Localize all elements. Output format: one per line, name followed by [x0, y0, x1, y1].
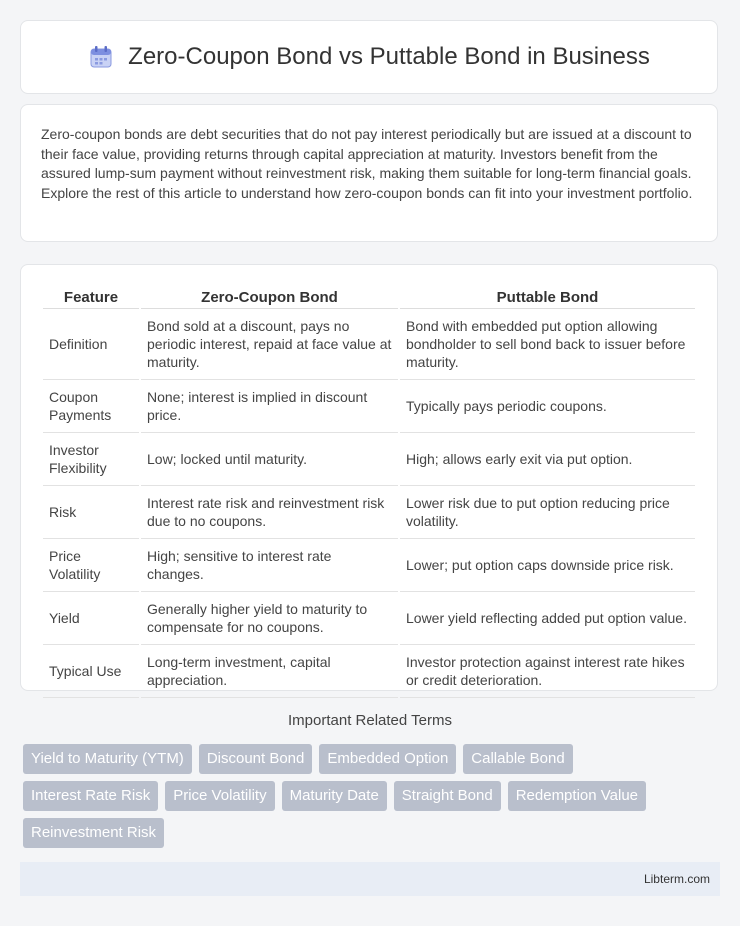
row-feature: Yield: [43, 592, 139, 645]
row-zero-coupon: Bond sold at a discount, pays no periodic interest, repaid at face value at maturity.: [141, 309, 398, 380]
table-row: [43, 486, 695, 539]
table-row: [43, 309, 695, 380]
row-puttable: Investor protection against interest rate hikes or credit deterioration.: [400, 645, 695, 698]
page-title-row: [88, 43, 650, 71]
term-tag[interactable]: Discount Bond: [199, 744, 313, 774]
term-tag[interactable]: Redemption Value: [508, 781, 646, 811]
row-feature: Price Volatility: [43, 539, 139, 592]
row-feature: Definition: [43, 309, 139, 380]
row-zero-coupon: Interest rate risk and reinvestment risk due to no coupons.: [141, 486, 398, 539]
row-feature: Coupon Payments: [43, 380, 139, 433]
term-tag[interactable]: Straight Bond: [394, 781, 501, 811]
table-row: [43, 433, 695, 486]
term-tag[interactable]: Callable Bond: [463, 744, 572, 774]
row-zero-coupon: Long-term investment, capital appreciation.: [141, 645, 398, 698]
term-tag[interactable]: Reinvestment Risk: [23, 818, 164, 848]
table-row: [43, 592, 695, 645]
intro-text: Zero-coupon bonds are debt securities that do not pay interest periodically but are issued at a discount to their face value, providing returns through capital appreciation at maturity. Investors benefit from the assured lump-sum payment without reinvestment risk, making them suitable for long-term financial goals. Explore the rest of this article to understand how zero-coupon bonds can fit into your investment portfolio.: [41, 126, 693, 201]
related-terms-list: [23, 744, 703, 848]
table-header-row: [43, 285, 695, 309]
row-puttable: Lower; put option caps downside price risk.: [400, 539, 695, 592]
row-puttable: Lower yield reflecting added put option value.: [400, 592, 695, 645]
footer-link[interactable]: Libterm.com: [643, 872, 710, 886]
row-puttable: High; allows early exit via put option.: [400, 433, 695, 486]
header-feature: Feature: [43, 285, 139, 309]
row-zero-coupon: High; sensitive to interest rate changes.: [141, 539, 398, 592]
term-tag[interactable]: Interest Rate Risk: [23, 781, 158, 811]
row-zero-coupon: Low; locked until maturity.: [141, 433, 398, 486]
row-zero-coupon: None; interest is implied in discount price.: [141, 380, 398, 433]
row-zero-coupon: Generally higher yield to maturity to compensate for no coupons.: [141, 592, 398, 645]
row-feature: Risk: [43, 486, 139, 539]
page-title: Zero-Coupon Bond vs Puttable Bond in Business: [128, 43, 650, 70]
table-row: [43, 380, 695, 433]
term-tag[interactable]: Maturity Date: [282, 781, 387, 811]
table-row: [43, 645, 695, 698]
row-feature: Investor Flexibility: [43, 433, 139, 486]
term-tag[interactable]: Price Volatility: [165, 781, 274, 811]
comparison-table: [41, 285, 697, 698]
header-card: [20, 20, 718, 94]
calendar-icon: [88, 44, 114, 70]
table-row: [43, 539, 695, 592]
header-puttable: Puttable Bond: [400, 285, 695, 309]
row-puttable: Lower risk due to put option reducing price volatility.: [400, 486, 695, 539]
related-terms-title: Important Related Terms: [288, 712, 452, 729]
footer: [20, 862, 720, 896]
header-zero-coupon: Zero-Coupon Bond: [141, 285, 398, 309]
term-tag[interactable]: Yield to Maturity (YTM): [23, 744, 192, 774]
term-tag[interactable]: Embedded Option: [319, 744, 456, 774]
intro-card: [20, 104, 718, 242]
comparison-card: [20, 264, 718, 691]
row-puttable: Typically pays periodic coupons.: [400, 380, 695, 433]
row-feature: Typical Use: [43, 645, 139, 698]
row-puttable: Bond with embedded put option allowing bondholder to sell bond back to issuer before maturity.: [400, 309, 695, 380]
